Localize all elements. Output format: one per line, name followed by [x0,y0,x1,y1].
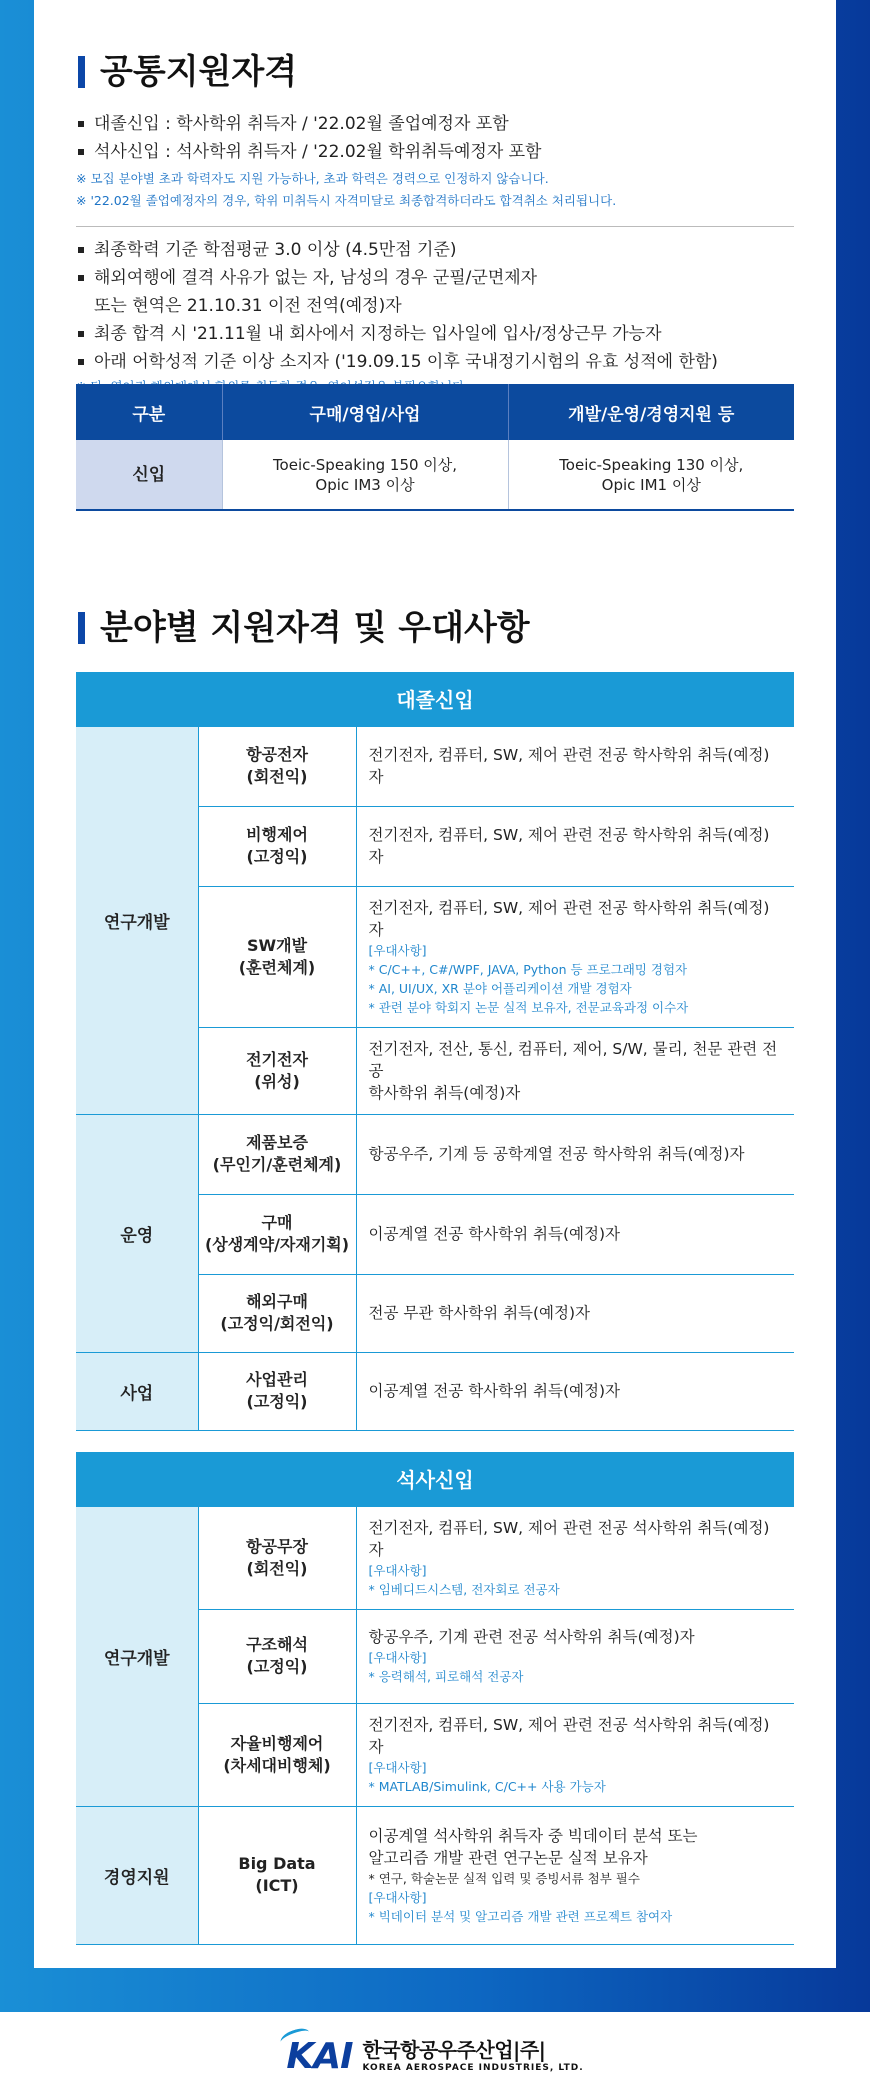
sub-field: Big Data (ICT) [198,1806,356,1944]
sub-field: SW개발 (훈련체계) [198,886,356,1027]
sub-field: 제품보증 (무인기/훈련체계) [198,1114,356,1194]
table-row [76,1806,794,1944]
note-text: ※ 모집 분야별 초과 학력자도 지원 가능하나, 초과 학력은 경력으로 인정하지 않습니다. [76,171,549,186]
logo-text [362,2038,583,2074]
bullet-item: 최종 합격 시 '21.11월 내 회사에서 지정하는 입사일에 입사/정상근무 가능자 [76,320,796,348]
description: 전기전자, 컴퓨터, SW, 제어 관련 전공 석사학위 취득(예정)자 [우대사항] * MATLAB/Simulink, C/C++ 사용 가능자 [356,1703,794,1806]
table-caption: 대졸신입 [76,672,794,726]
kai-logo [286,2036,583,2077]
table-row [76,440,794,510]
logo-korean-name: 한국항공우주산업|주| [362,2038,546,2062]
footer [0,2012,870,2100]
common-bullets-1 [76,110,796,212]
row-label: 신입 [76,440,222,510]
bullet-item: 최종학력 기준 학점평균 3.0 이상 (4.5만점 기준) [76,236,796,264]
group-label: 사업 [76,1352,198,1430]
table-cell [222,440,508,510]
description: 항공우주, 기계 등 공학계열 전공 학사학위 취득(예정)자 [356,1114,794,1194]
table-caption: 석사신입 [76,1452,794,1506]
kai-logo-mark: KAI [286,2036,352,2077]
content-card [34,0,836,1968]
table-header: 구매/영업/사업 [222,384,508,440]
cell-line: Opic IM1 이상 [601,475,701,494]
bullet-item: 아래 어학성적 기준 이상 소지자 ('19.09.15 이후 국내정기시험의 유효 성적에 한함) [76,348,796,376]
table-header-row [76,384,794,440]
note-text: ※ '22.02월 졸업예정자의 경우, 학위 미취득시 자격미달로 최종합격하더라도 합격취소 처리됩니다. [76,193,617,208]
master-table [76,1452,794,1945]
sub-field: 자율비행제어 (차세대비행체) [198,1703,356,1806]
sub-field: 사업관리 (고정익) [198,1352,356,1430]
sub-field: 구매 (상생계약/자재기획) [198,1194,356,1274]
sub-field: 항공전자 (회전익) [198,726,356,806]
table-header: 개발/운영/경영지원 등 [508,384,794,440]
bullet-item: 해외여행에 결격 사유가 없는 자, 남성의 경우 군필/군면제자 [76,264,796,292]
common-title: 공통지원자격 [78,52,297,92]
logo-english-name: KOREA AEROSPACE INDUSTRIES, LTD. [362,2063,584,2073]
common-bullets-2 [76,236,796,398]
description: 이공계열 전공 학사학위 취득(예정)자 [356,1352,794,1430]
bullet-item: 석사신입 : 석사학위 취득자 / '22.02월 학위취득예정자 포함 [76,138,796,166]
bullet-item: 대졸신입 : 학사학위 취득자 / '22.02월 졸업예정자 포함 [76,110,796,138]
sub-field: 전기전자 (위성) [198,1027,356,1114]
sub-field: 비행제어 (고정익) [198,806,356,886]
group-label: 연구개발 [76,1506,198,1806]
description: 이공계열 석사학위 취득자 중 빅데이터 분석 또는 알고리즘 개발 관련 연구논문 실적 보유자 * 연구, 학술논문 실적 입력 및 증빙서류 첨부 필수 [우대사항] * 빅데이터 분석 및 알고리즘 개발 관련 프로젝트 참여자 [356,1806,794,1944]
description: 이공계열 전공 학사학위 취득(예정)자 [356,1194,794,1274]
description: 전공 무관 학사학위 취득(예정)자 [356,1274,794,1352]
divider [76,226,794,227]
description: 전기전자, 전산, 통신, 컴퓨터, 제어, S/W, 물리, 천문 관련 전공 학사학위 취득(예정)자 [356,1027,794,1114]
table-row [76,1506,794,1609]
group-label: 운영 [76,1114,198,1352]
description: 전기전자, 컴퓨터, SW, 제어 관련 전공 학사학위 취득(예정)자 [우대사항] * C/C++, C#/WPF, JAVA, Python 등 프로그래밍 경험자 * AI, UI/UX, XR 분야 어플리케이션 개발 경험자 * 관련 분야 학회지 논문 실적 보유자, 전문교육과정 이수자 [356,886,794,1027]
sub-field: 해외구매 (고정익/회전익) [198,1274,356,1352]
field-title: 분야별 지원자격 및 우대사항 [78,608,530,648]
description: 항공우주, 기계 관련 전공 석사학위 취득(예정)자 [우대사항] * 응력해석, 피로해석 전공자 [356,1609,794,1703]
group-label: 경영지원 [76,1806,198,1944]
sub-field: 구조해석 (고정익) [198,1609,356,1703]
description: 전기전자, 컴퓨터, SW, 제어 관련 전공 학사학위 취득(예정)자 [356,726,794,806]
bullet-continuation: 또는 현역은 21.10.31 이전 전역(예정)자 [94,296,402,316]
description: 전기전자, 컴퓨터, SW, 제어 관련 전공 석사학위 취득(예정)자 [우대사항] * 임베디드시스템, 전자회로 전공자 [356,1506,794,1609]
group-label: 연구개발 [76,726,198,1114]
cell-line: Opic IM3 이상 [315,475,415,494]
table-row [76,1352,794,1430]
table-header: 구분 [76,384,222,440]
bachelor-table [76,672,794,1431]
table-row [76,1114,794,1194]
description: 전기전자, 컴퓨터, SW, 제어 관련 전공 학사학위 취득(예정)자 [356,806,794,886]
cell-line: Toeic-Speaking 150 이상, [272,455,458,474]
table-row [76,726,794,806]
sub-field: 항공무장 (회전익) [198,1506,356,1609]
table-cell [508,440,794,510]
cell-line: Toeic-Speaking 130 이상, [559,455,744,474]
language-requirement-table [76,384,794,511]
